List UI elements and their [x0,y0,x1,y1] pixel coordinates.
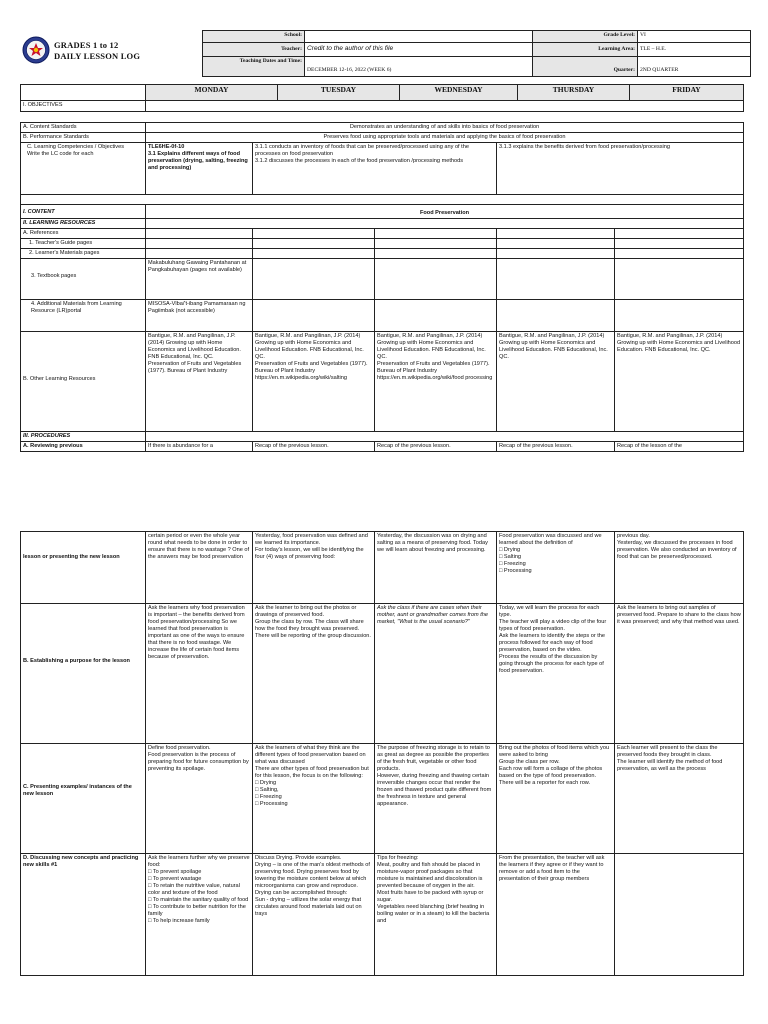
other-thursday: Bantigue, R.M. and Pangilinan, J.P. (2014) Growing up with Home Economics and Livelihood Education. FNB Educational, Inc. QC. [497,332,615,432]
grade-label: Grade Level: [533,31,638,43]
spacer-row [21,195,744,205]
quarter-value: 2ND QUARTER [638,57,751,77]
content-std-label: A. Content Standards [21,123,146,133]
form-title [54,40,140,62]
reviewing-monday: If there is abundance for a [146,442,253,452]
rowC-tuesday: Ask the learners of what they think are the different types of food preservation based on what was discussed There are other types of food preservation but for this lesson, the focus is on the following: □ Drying □ Salting, □ Freezing □ Processing [253,744,375,854]
lm-label: 2. Learner's Materials pages [21,249,146,259]
rowB-friday: Ask the learners to bring out samples of preserved food. Prepare to share to the class how it was preserved; and why that method was used. [615,604,744,744]
form-title-line1: GRADES 1 to 12 [54,40,119,50]
page-2 [0,470,768,1024]
school-value [305,31,533,43]
perf-std-value: Preserves food using appropriate tools and materials and applying the basics of food preservation [146,133,744,143]
other-tuesday: Bantigue, R.M. and Pangilinan, J.P. (2014) Growing up with Home Economics and Livelihood Education. FNB Educational, Inc. QC. Preservation of Fruits and Vegetables (1977). Bureau of Plant Industry https://en.m.wikipedia.org/wiki/salting [253,332,375,432]
area-label: Learning Area: [533,43,638,57]
reviewing-thursday: Recap of the previous lesson. [497,442,615,452]
textbook-label: 3. Textbook pages [21,259,146,300]
rowD-tuesday: Discuss Drying. Provide examples. Drying – is one of the man's oldest methods of preserving food. Drying preserves food by lowering the moisture content below at which microorganisms can grow and reproduce. Drying can be accomplished through: Sun - drying – utilizes the solar energy that circulates around food materials laid out on trays [253,854,375,976]
reviewing-label: A. Reviewing previous [21,442,146,452]
other-friday: Bantigue, R.M. and Pangilinan, J.P. (2014) Growing up with Home Economics and Livelihood Education. FNB Educational, Inc. QC. [615,332,744,432]
lc-tue-wed: 3.1.1 conducts an inventory of foods that can be preserved/processed using any of the processes on food preservation 3.1.2 discusses the processes in each of the food preservation /processing methods [253,143,497,195]
objectives-label: I. OBJECTIVES [21,101,146,112]
textbook-monday: Makabuluhang Gawaing Pantahanan at Pangkabuhayan (pages not available) [146,259,253,300]
header-table [202,30,751,77]
other-monday: Bantigue, R.M. and Pangilinan, J.P. (2014) Growing up with Home Economics and Livelihood Education. FNB Educational, Inc. QC. Preservation of Fruits and Vegetables (1977). Bureau of Plant Industry [146,332,253,432]
rowC-label: C. Presenting examples/ instances of the new lesson [21,744,146,854]
rowC-monday: Define food preservation. Food preservation is the process of preparing food for future consumption by preventing its spoilage. [146,744,253,854]
rowA-tuesday: Yesterday, food preservation was defined and we learned its importance. For today's lesson, we will be identifying the four (4) ways of preserving food: [253,532,375,604]
day-wednesday: WEDNESDAY [400,85,518,101]
lesson-table-page2 [20,531,744,976]
lc-monday: TLE6HE-0f-10 3.1 Explains different ways of food preservation (drying, salting, freezing and processing) [146,143,253,195]
rowB-thursday: Today, we will learn the process for each type. The teacher will play a video clip of the four types of food preservation. Ask the learners to identify the steps or the process followed for each way of food preservation, based on the video. Process the results of the discussion by going through the process for each type of food preservation. [497,604,615,744]
reviewing-tuesday: Recap of the previous lesson. [253,442,375,452]
lc-thu-fri: 3.1.3 explains the benefits derived from food preservation/processing [497,143,744,195]
content-label: I. CONTENT [21,205,146,219]
rowB-wednesday: Ask the class if there are cases when their mother, aunt or grandmother comes from the market, "What is the usual scenario?" [375,604,497,744]
other-wednesday: Bantigue, R.M. and Pangilinan, J.P. (2014) Growing up with Home Economics and Livelihood Education. FNB Educational, Inc. QC. Preservation of Fruits and Vegetables (1977). Bureau of Plant Industry https://en.m.wikipedia.org/wiki/food processing [375,332,497,432]
rowD-friday [615,854,744,976]
school-label: School: [203,31,305,43]
deped-seal-icon [22,36,50,64]
rowD-monday: Ask the learners further why we preserve food: □ To prevent spoilage □ To prevent wastage □ To retain the nutritive value, natural color and texture of the food □ To maintain the sanitary quality of food □ To contribute to better nutrition for the family □ To help increase family [146,854,253,976]
rowB-tuesday: Ask the learner to bring out the photos or drawings of preserved food. Group the class by row. The class will share how the food they brought was preserved. There will be reporting of the group discussion. [253,604,375,744]
teacher-label: Teacher: [203,43,305,57]
rowD-wednesday: Tips for freezing: Meat, poultry and fish should be placed in moisture-vapor proof packages so that moisture is maintained and discoloration is prevented because of oxygen in the air. Most fruits have to be packed with syrup or sugar. Vegetables need blanching (brief heating in boiling water or in a steam) to kill the bacteria and [375,854,497,976]
additional-monday: MISOSA-Vlba/'t-ibang Pamamaraan ng Pagiimbak (not accessible) [146,300,253,332]
form-title-line2: DAILY LESSON LOG [54,51,141,61]
dates-label: Teaching Dates and Time: [203,57,305,77]
quarter-label: Quarter: [533,57,638,77]
rowB-monday: Ask the learners why food preservation is important – the benefits derived from food preservation/processing So we learned that food preservation is important as one of the ways to ensure that there is no food wastage. We increase the life of certain food items because of preservation. [146,604,253,744]
rowC-friday: Each learner will present to the class the preserved foods they brought in class. The learner will identify the method of food preservation, as well as the process [615,744,744,854]
rowC-wednesday: The purpose of freezing storage is to retain to as great as degree as possible the properties of the fresh fruit, vegetable or other food products. However, during freezing and thawing certain irreversible changes occur that render the frozen and thawed product quite different from the freshness in texture and general appearance. [375,744,497,854]
day-tuesday: TUESDAY [278,85,400,101]
procedures-label: III. PROCEDURES [21,432,146,442]
reviewing-friday: Recap of the lesson of the [615,442,744,452]
rowD-thursday: From the presentation, the teacher will ask the learners if they agree or if they want to remove or add a food item to the presentation of their group members [497,854,615,976]
tg-label: 1. Teacher's Guide pages [21,239,146,249]
dates-value: DECEMBER 12-16, 2022 (WEEK 6) [305,57,533,77]
perf-std-label: B. Performance Standards [21,133,146,143]
lesson-table-page1 [20,122,744,452]
rowA-wednesday: Yesterday, the discussion was on drying and salting as a means of preserving food. Today we will learn about freezing and processing. [375,532,497,604]
page-1 [0,0,768,470]
area-value: TLE – H.E. [638,43,751,57]
objectives-cell [146,101,744,112]
day-header-table [20,84,744,112]
grade-value: VI [638,31,751,43]
resources-cell [146,219,744,229]
rowA-thursday: Food preservation was discussed and we learned about the definition of □ Drying □ Salting □ Freezing □ Processing [497,532,615,604]
content-value: Food Preservation [146,205,744,219]
reviewing-wednesday: Recap of the previous lesson. [375,442,497,452]
other-label: B. Other Learning Resources [21,332,146,432]
rowA-label: lesson or presenting the new lesson [21,532,146,604]
additional-label: 4. Additional Materials from Learning Resource (LR)portal [21,300,146,332]
lc-label: C. Learning Competencies / Objectives Write the LC code for each [21,143,146,195]
day-monday: MONDAY [146,85,278,101]
day-friday: FRIDAY [630,85,744,101]
rowB-label: B. Establishing a purpose for the lesson [21,604,146,744]
procedures-cell [146,432,744,442]
day-thursday: THURSDAY [518,85,630,101]
rowA-monday: certain period or even the whole year round what needs to be done in order to ensure that there is no wastage ? One of the answers may be food preservation [146,532,253,604]
content-std-value: Demonstrates an understanding of and skills into basics of food preservation [146,123,744,133]
resources-label: II. LEARNING RESOURCES [21,219,146,229]
day-header-blank [21,85,146,101]
rowA-friday: previous day. Yesterday, we discussed the processes in food preservation. We also conducted an inventory of food that can be preserved/processed. [615,532,744,604]
teacher-value: Credit to the author of this file [305,43,533,57]
references-label: A. References [21,229,146,239]
rowC-thursday: Bring out the photos of food items which you were asked to bring Group the class per row. Each row will form a collage of the photos based on the type of food preservation. There will be a reporter for each row. [497,744,615,854]
rowD-label: D. Discussing new concepts and practicing new skills #1 [21,854,146,976]
